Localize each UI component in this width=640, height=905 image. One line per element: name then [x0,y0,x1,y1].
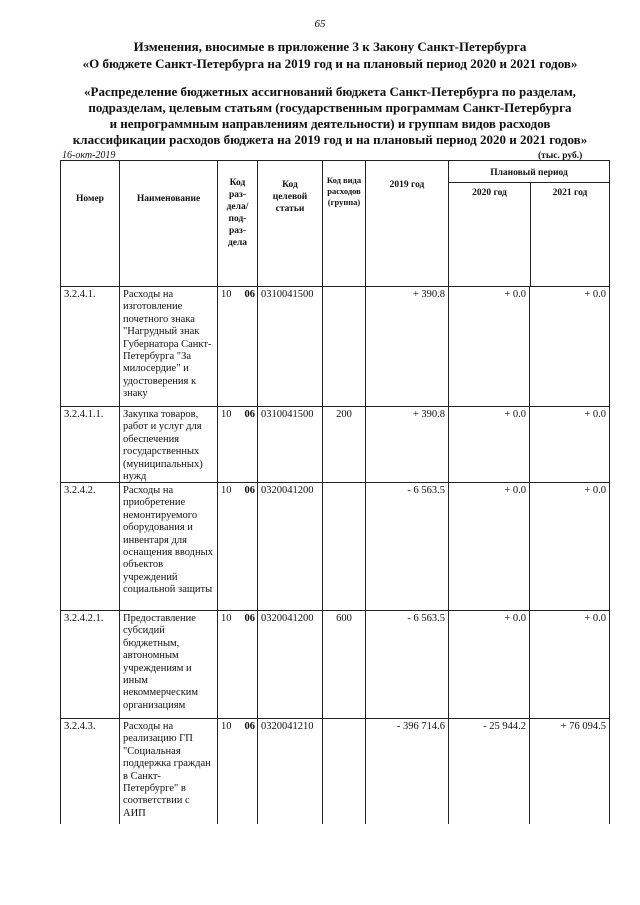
row-2020: - 25 944.2 [448,719,529,824]
row-2019: - 396 714.6 [365,719,448,824]
row-number: 3.2.4.2. [60,483,119,610]
row-section-code: 10 [221,485,232,496]
row-2019: + 390.8 [365,287,448,406]
header-plan-group [448,161,610,286]
row-target: 0310041500 [257,287,322,406]
row-name: Предоставление субсидий бюджетным, автономным учреждениям и иным некоммерческим организациям [119,611,217,718]
subtitle-line-2: подразделам, целевым статьям (государственным программам Санкт-Петербурга [88,100,572,115]
row-name: Расходы на приобретение немонтируемого оборудования и инвентаря для оснащения вводных объектов учреждений социальной защиты [119,483,217,610]
table-row [60,718,610,824]
row-2019: - 6 563.5 [365,611,448,718]
row-number: 3.2.4.1. [60,287,119,406]
row-number: 3.2.4.2.1. [60,611,119,718]
subtitle-line-1: «Распределение бюджетных ассигнований бюджета Санкт-Петербурга по разделам, [84,84,576,99]
row-2020: + 0.0 [448,287,529,406]
row-section [217,483,257,610]
row-2021: + 0.0 [529,407,610,482]
row-section-code: 10 [221,409,232,420]
row-target: 0320041200 [257,483,322,610]
document-date: 16-окт-2019 [62,150,116,161]
row-2021: + 0.0 [529,287,610,406]
header-2019: 2019 год [365,161,448,286]
row-type [322,287,365,406]
row-2021: + 76 094.5 [529,719,610,824]
row-section-code: 10 [221,289,232,300]
table-row [60,482,610,610]
table-row [60,610,610,718]
row-2020: + 0.0 [448,611,529,718]
header-section: Код раз-дела/ под-раз-дела [217,161,257,286]
units-label: (тыс. руб.) [538,151,583,161]
row-section-code: 10 [221,721,232,732]
row-2020: + 0.0 [448,407,529,482]
title-line-1: Изменения, вносимые в приложение 3 к Закону Санкт-Петербурга [133,39,527,54]
header-target: Код целевой статьи [257,161,322,286]
document-title [40,38,620,72]
row-name: Расходы на изготовление почетного знака "Нагрудный знак Губернатора Санкт-Петербурга "За милосердие" и удостоверения к знаку [119,287,217,406]
table-header [60,160,610,286]
document-subtitle [40,84,620,148]
row-number: 3.2.4.3. [60,719,119,824]
row-type [322,719,365,824]
table-row [60,286,610,406]
row-type: 600 [322,611,365,718]
title-line-2: «О бюджете Санкт-Петербурга на 2019 год и на плановый период 2020 и 2021 годов» [82,56,578,71]
row-subsection-code: 06 [244,485,255,496]
row-subsection-code: 06 [244,613,255,624]
row-type: 200 [322,407,365,482]
row-name: Расходы на реализацию ГП "Социальная поддержка граждан в Санкт-Петербурге" в соответствии с АИП [119,719,217,824]
row-target: 0320041210 [257,719,322,824]
row-name: Закупка товаров, работ и услуг для обеспечения государственных (муниципальных) нужд [119,407,217,482]
row-target: 0320041200 [257,611,322,718]
row-type [322,483,365,610]
row-2019: - 6 563.5 [365,483,448,610]
header-name: Наименование [119,161,217,286]
row-target: 0310041500 [257,407,322,482]
row-number: 3.2.4.1.1. [60,407,119,482]
row-2019: + 390.8 [365,407,448,482]
row-2021: + 0.0 [529,483,610,610]
header-2020: 2020 год [472,188,507,198]
row-subsection-code: 06 [244,289,255,300]
header-number: Номер [60,161,119,286]
row-section [217,407,257,482]
row-subsection-code: 06 [244,721,255,732]
table-row [60,406,610,482]
row-section [217,719,257,824]
header-type: Код вида расходов (группа) [322,161,365,286]
row-section-code: 10 [221,613,232,624]
subtitle-line-3: и непрограммным направлениям деятельности) и группам видов расходов [109,116,551,131]
row-section [217,287,257,406]
row-2020: + 0.0 [448,483,529,610]
row-section [217,611,257,718]
header-plan: Плановый период [449,161,609,183]
page-number: 65 [314,18,326,30]
budget-table [60,160,610,824]
header-2021: 2021 год [530,183,609,286]
subtitle-line-4: классификации расходов бюджета на 2019 год и на плановый период 2020 и 2021 годов» [72,132,588,147]
row-subsection-code: 06 [244,409,255,420]
row-2021: + 0.0 [529,611,610,718]
